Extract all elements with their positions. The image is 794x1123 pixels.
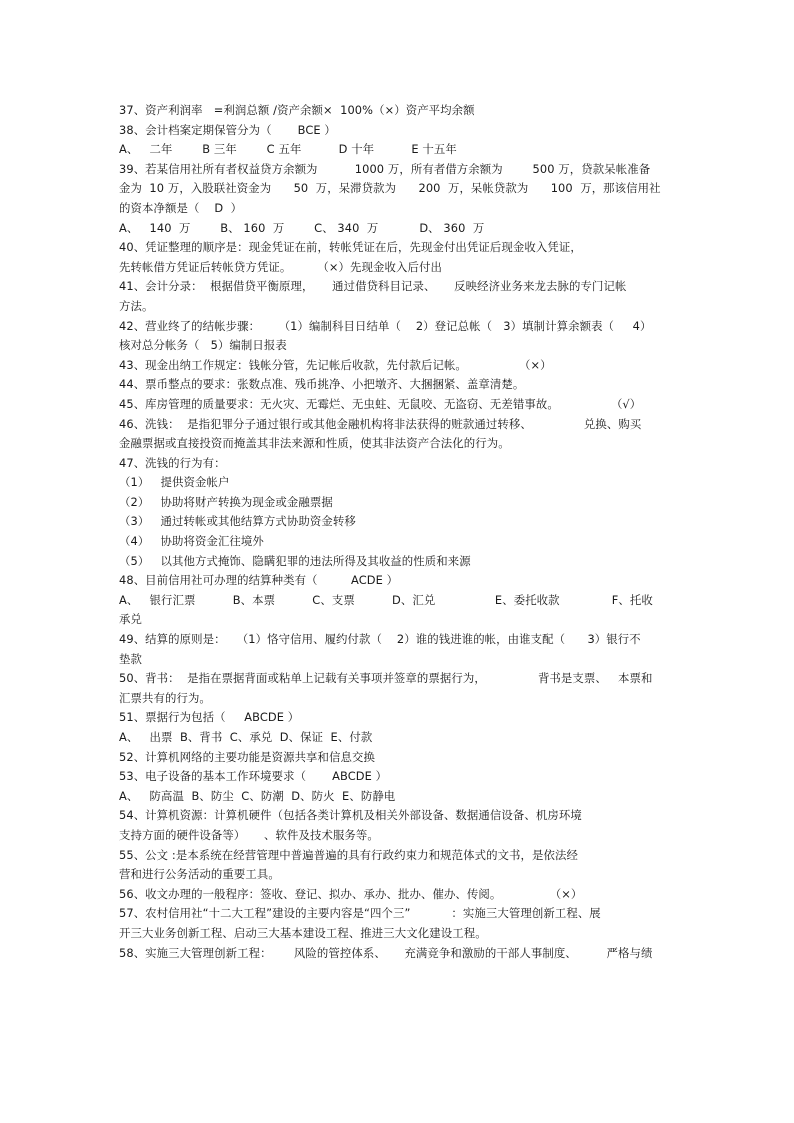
- text-line: A、 出票 B、背书 C、承兑 D、保证 E、付款: [119, 730, 373, 744]
- text-line: 开三大业务创新工程、启动三大基本建设工程、推进三大文化建设工程。: [119, 925, 487, 940]
- text-line: 40、凭证整理的顺序是：现金凭证在前，转帐凭证在后，先现金付出凭证后现金收入凭证，: [119, 240, 582, 255]
- list-item: （2） 协助将财产转换为现金或金融票据: [119, 494, 333, 509]
- text-line: 54、计算机资源：计算机硬件（包括各类计算机及相关外部设备、数据通信设备、机房环境: [119, 808, 582, 823]
- list-item: （1） 提供资金帐户: [119, 475, 230, 490]
- text-line: A、 防高温 B、防尘 C、防潮 D、防火 E、防静电: [119, 788, 396, 803]
- text-line: 48、目前信用社可办理的结算种类有（ ACDE ）: [119, 573, 399, 588]
- text-line: 49、结算的原则是： （1）恪守信用、履约付款（ 2）谁的钱进谁的帐，由谁支配（ 3）银行不: [119, 632, 641, 647]
- list-item: （4） 协助将资金汇往境外: [119, 534, 264, 549]
- text-line: 53、电子设备的基本工作环境要求（ ABCDE ）: [119, 769, 388, 784]
- text-line: 的资本净额是（ D ）: [119, 200, 243, 215]
- text-line: 46、洗钱： 是指犯罪分子通过银行或其他金融机构将非法获得的赃款通过转移、 兑换、购买: [119, 416, 642, 431]
- text-line: 55、公文 :是本系统在经营管理中普遍普遍的具有行政约束力和规范体式的文书，是依法经: [119, 847, 578, 862]
- text-line: 44、票币整点的要求：张数点准、残币挑净、小把墩齐、大捆捆紧、盖章清楚。: [119, 377, 525, 392]
- text-line: 47、洗钱的行为有：: [119, 455, 226, 470]
- text-line: A、 银行汇票 B、本票 C、支票 D、汇兑 E、委托收款 F、托收: [119, 592, 653, 607]
- text-line: 58、实施三大管理创新工程： 风险的管控体系、 充满竞争和激励的干部人事制度、 严格与绩: [119, 945, 653, 960]
- text-line: 43、现金出纳工作规定：钱帐分管，先记帐后收款，先付款后记帐。 （×）: [119, 357, 552, 372]
- text-line: 垫款: [119, 651, 142, 666]
- text-line: A、 140 万 B、 160 万 C、 340 万 D、 360 万: [119, 220, 485, 235]
- text-line: 核对总分帐务（ 5）编制日报表: [119, 338, 287, 353]
- text-line: 39、若某信用社所有者权益贷方余额为 1000 万，所有者借方余额为 500 万，贷款呆帐准备: [119, 161, 651, 176]
- text-line: 先转帐借方凭证后转帐贷方凭证。 （×）先现金收入后付出: [119, 259, 442, 274]
- text-line: 45、库房管理的质量要求：无火灾、无霉烂、无虫蛀、无鼠咬、无盗窃、无差错事故。 （√）: [119, 396, 642, 411]
- text-line: 金为 10 万，入股联社资金为 50 万，呆滞贷款为 200 万，呆帐贷款为 100 万，那该信用社: [119, 181, 661, 196]
- text-line: 方法。: [119, 298, 154, 313]
- text-line: 汇票共有的行为。: [119, 690, 211, 705]
- text-line: 38、会计档案定期保管分为（ BCE ）: [119, 122, 336, 137]
- text-line: 57、农村信用社“十二大工程”建设的主要内容是“四个三” ：实施三大管理创新工程、展: [119, 906, 601, 921]
- text-line: A、 二年 B 三年 C 五年 D 十年 E 十五年: [119, 142, 457, 157]
- text-line: 支持方面的硬件设备等） 、软件及技术服务等。: [119, 827, 379, 842]
- text-line: 金融票据或直接投资而掩盖其非法来源和性质，使其非法资产合法化的行为。: [119, 436, 510, 451]
- text-line: 52、计算机网络的主要功能是资源共享和信息交换: [119, 749, 375, 764]
- text-line: 51、票据行为包括（ ABCDE ）: [119, 710, 300, 725]
- text-line: 56、收文办理的一般程序：签收、登记、拟办、承办、批办、催办、传阅。 （×）: [119, 886, 583, 901]
- text-line: 营和进行公务活动的重要工具。: [119, 867, 280, 882]
- text-line: 41、会计分录： 根据借贷平衡原理， 通过借贷科目记录、 反映经济业务来龙去脉的专门记帐: [119, 279, 627, 294]
- document-body: [119, 101, 679, 963]
- text-line: 承兑: [119, 612, 142, 627]
- text-line: 42、营业终了的结帐步骤： （1）编制科目日结单（ 2）登记总帐（ 3）填制计算余额表（ 4）: [119, 318, 652, 333]
- text-line: 50、背书： 是指在票据背面或粘单上记载有关事项并签章的票据行为， 背书是支票、 本票和: [119, 671, 653, 686]
- list-item: （5） 以其他方式掩饰、隐瞒犯罪的违法所得及其收益的性质和来源: [119, 553, 471, 568]
- text-line: 37、资产利润率 =利润总额 /资产余额× 100%（×）资产平均余额: [119, 103, 475, 117]
- list-item: （3） 通过转帐或其他结算方式协助资金转移: [119, 514, 356, 529]
